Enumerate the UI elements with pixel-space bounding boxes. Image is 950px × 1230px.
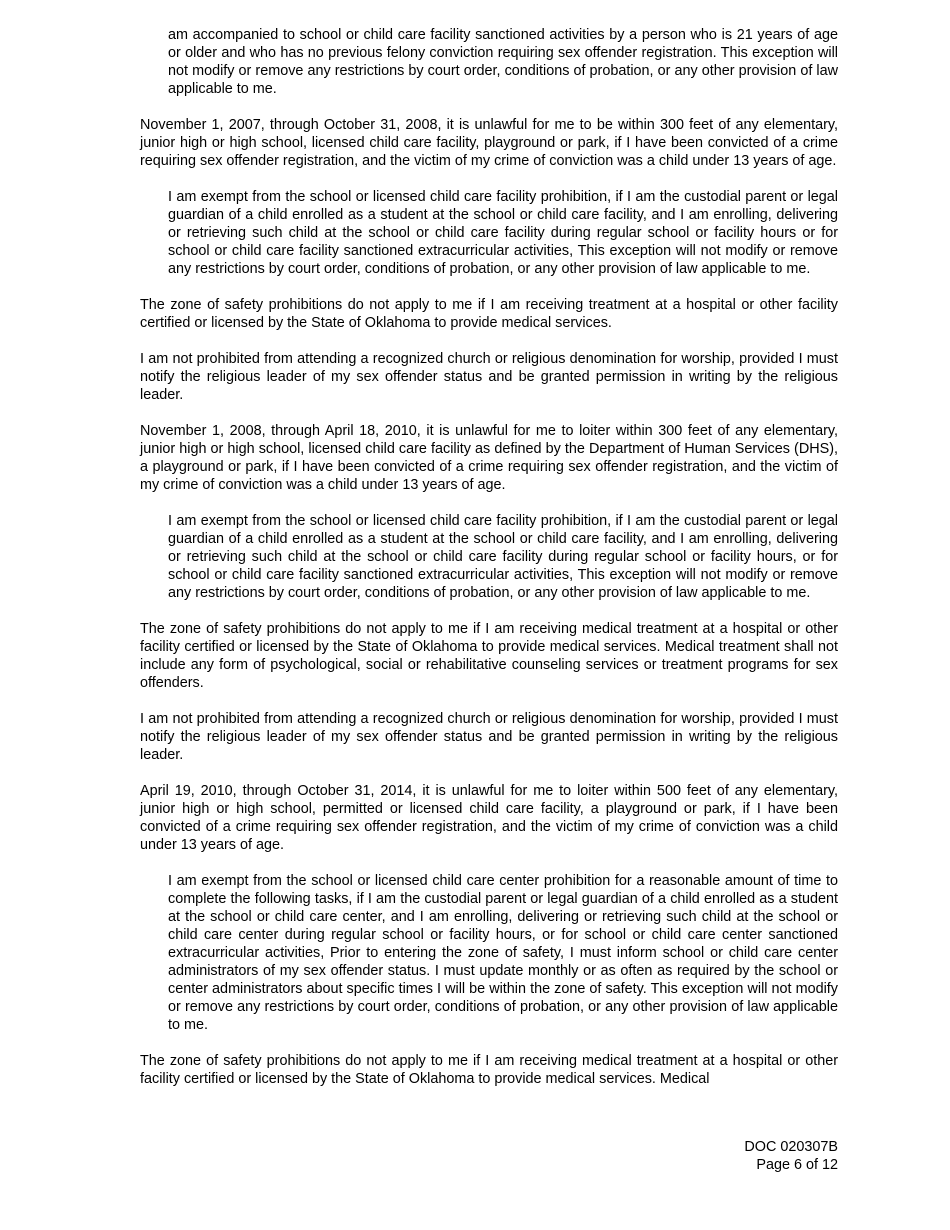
paragraph-medical-treatment-exception-2: The zone of safety prohibitions do not apply to me if I am receiving medical treatment at a hospital or other facility certified or licensed by the State of Oklahoma to provide medical services. Medical [140, 1053, 838, 1087]
paragraph-2008-2010-restriction: November 1, 2008, through April 18, 2010, it is unlawful for me to loiter within 300 feet of any elementary, junior high or high school, licensed child care facility as defined by the Department of Human Services (DHS), a playground or park, if I have been convicted of a crime requiring sex offender registration, and the victim of my crime of conviction was a child under 13 years of age. [140, 423, 838, 493]
paragraph-2008-2010-exemption: I am exempt from the school or licensed child care facility prohibition, if I am the custodial parent or legal guardian of a child enrolled as a student at the school or child care facility, and I am enrolling, delivering or retrieving such child at the school or child care facility during regular school or facility hours, or for school or child care facility sanctioned extracurricular activities, This exception will not modify or remove any restrictions by court order, conditions of probation, or any other provision of law applicable to me. [168, 513, 838, 601]
document-body [140, 26, 838, 1088]
page-footer [744, 1138, 838, 1174]
paragraph-2010-2014-restriction: April 19, 2010, through October 31, 2014, it is unlawful for me to loiter within 500 feet of any elementary, junior high or high school, permitted or licensed child care facility, a playground or park, if I have been convicted of a crime requiring sex offender registration, and the victim of my crime of conviction was a child under 13 years of age. [140, 783, 838, 853]
paragraph-2010-2014-exemption: I am exempt from the school or licensed child care center prohibition for a reasonable amount of time to complete the following tasks, if I am the custodial parent or legal guardian of a child enrolled as a student at the school or child care center, and I am enrolling, delivering or retrieving such child at the school or child care center during regular school or facility hours, or for school or child care center sanctioned extracurricular activities, Prior to entering the zone of safety, I must inform school or child care center administrators of my sex offender status. I must update monthly or as often as required by the school or center administrators about specific times I will be within the zone of safety. This exception will not modify or remove any restrictions by court order, conditions of probation, or any other provision of law applicable to me. [168, 873, 838, 1033]
paragraph-church-exception-2: I am not prohibited from attending a recognized church or religious denomination for worship, provided I must notify the religious leader of my sex offender status and be granted permission in writing by the religious leader. [140, 711, 838, 763]
document-number: DOC 020307B [744, 1139, 838, 1155]
paragraph-2007-2008-restriction: November 1, 2007, through October 31, 2008, it is unlawful for me to be within 300 feet of any elementary, junior high or high school, licensed child care facility, playground or park, if I have been convicted of a crime requiring sex offender registration, and the victim of my crime of conviction was a child under 13 years of age. [140, 117, 838, 169]
paragraph-exception-continued: am accompanied to school or child care facility sanctioned activities by a person who is 21 years of age or older and who has no previous felony conviction requiring sex offender registration. This exception will not modify or remove any restrictions by court order, conditions of probation, or any other provision of law applicable to me. [168, 27, 838, 97]
paragraph-medical-treatment-exception: The zone of safety prohibitions do not apply to me if I am receiving medical treatment at a hospital or other facility certified or licensed by the State of Oklahoma to provide medical services. Medical treatment shall not include any form of psychological, social or rehabilitative counseling services or treatment programs for sex offenders. [140, 621, 838, 691]
page-number: Page 6 of 12 [756, 1157, 838, 1173]
paragraph-2007-2008-exemption: I am exempt from the school or licensed child care facility prohibition, if I am the custodial parent or legal guardian of a child enrolled as a student at the school or child care facility, and I am enrolling, delivering or retrieving such child at the school or child care facility during regular school or facility hours or for school or child care facility sanctioned extracurricular activities, This exception will not modify or remove any restrictions by court order, conditions of probation, or any other provision of law applicable to me. [168, 189, 838, 277]
paragraph-treatment-exception: The zone of safety prohibitions do not apply to me if I am receiving treatment at a hospital or other facility certified or licensed by the State of Oklahoma to provide medical services. [140, 297, 838, 331]
paragraph-church-exception: I am not prohibited from attending a recognized church or religious denomination for worship, provided I must notify the religious leader of my sex offender status and be granted permission in writing by the religious leader. [140, 351, 838, 403]
